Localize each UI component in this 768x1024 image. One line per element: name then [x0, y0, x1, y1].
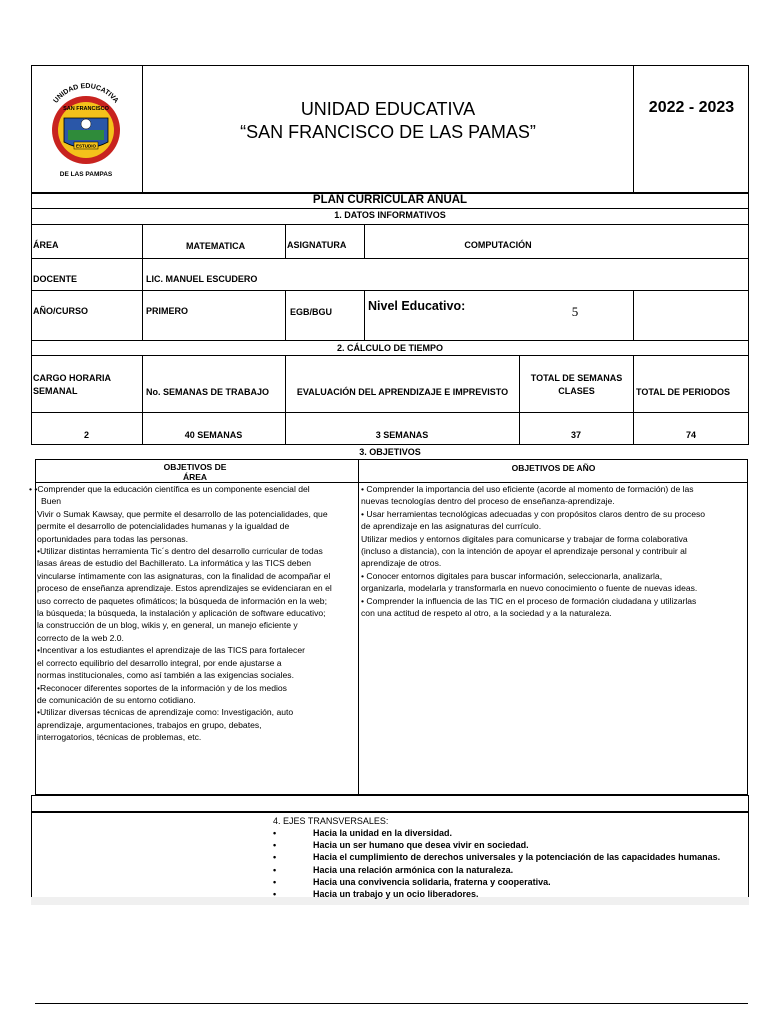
docente-value: LIC. MANUEL ESCUDERO: [146, 274, 258, 284]
eje-bullet: •: [273, 864, 277, 875]
datos-line-1: [31, 224, 749, 225]
area-line: de comunicación de su entorno cotidiano.: [37, 694, 196, 705]
anio-line: aprendizaje de otros.: [361, 558, 442, 569]
tiempo-line-2: [31, 412, 749, 413]
area-label: ÁREA: [33, 240, 59, 250]
header-evaluacion: EVALUACIÓN DEL APRENDIZAJE E IMPREVISTO: [296, 387, 509, 397]
asignatura-label: ASIGNATURA: [287, 240, 347, 250]
curso-label: AÑO/CURSO: [33, 306, 89, 316]
logo-sub-text: SAN FRANCISCO: [63, 106, 109, 112]
egb-label: EGB/BGU: [290, 307, 333, 317]
anio-line: • Comprender la importancia del uso eficiente (acorde al momento de formación) de las: [361, 484, 694, 494]
school-name: [143, 98, 633, 144]
area-line: •Utilizar diversas técnicas de aprendizaje como: Investigación, auto: [37, 707, 294, 718]
anio-line: • Conocer entornos digitales para buscar información, seleccionarla, analizarla,: [361, 570, 663, 581]
footer-rule: [35, 1003, 748, 1004]
area-line: el correcto equilibrio del desarrollo integral, por ende ajustarse a: [37, 657, 282, 668]
area-line: aprendizaje, argumentaciones, trabajos en grupo, debates,: [37, 719, 262, 730]
eje-text: Hacia un trabajo y un ocio liberadores.: [313, 888, 479, 899]
datos-vline-e: [364, 290, 365, 341]
value-total-periodos: 74: [685, 430, 696, 440]
eje-text: Hacia una relación armónica con la naturaleza.: [313, 864, 514, 875]
eje-text: Hacia la unidad en la diversidad.: [313, 828, 453, 838]
value-semanas-trabajo: 40 SEMANAS: [184, 430, 243, 440]
ejes-title: 4. EJES TRANSVERSALES:: [273, 816, 389, 826]
school-line-2: “SAN FRANCISCO DE LAS PAMAS”: [240, 122, 536, 142]
objetivos-area-header: OBJETIVOS DE ÁREA: [163, 462, 227, 482]
area-value: MATEMATICA: [186, 241, 246, 251]
area-line: oportunidades para todas las personas.: [37, 533, 188, 544]
eje-item: [273, 864, 743, 876]
eje-bullet: •: [273, 840, 277, 851]
anio-line: • Usar herramientas tecnológicas adecuadas y con propósitos claros dentro de su proceso: [361, 508, 706, 519]
header-cargo-horaria: CARGO HORARIA SEMANAL: [33, 373, 111, 396]
value-evaluacion: 3 SEMANAS: [375, 430, 429, 440]
header-semanas-trabajo: No. SEMANAS DE TRABAJO: [146, 387, 270, 397]
area-line: Buen: [41, 496, 62, 507]
area-line: •Reconocer diferentes soportes de la información y de los medios: [37, 682, 287, 693]
objetivos-area-text: [29, 483, 359, 744]
curso-value: PRIMERO: [146, 306, 189, 316]
area-line: proceso de enseñanza aprendizaje. Estos aprendizajes se evidenciaran en el: [37, 583, 332, 594]
logo-banner-text: ESTUDIO: [75, 143, 97, 149]
ejes-list: [273, 827, 743, 900]
tiempo-line-1: [31, 355, 749, 356]
school-years: 2022 - 2023: [648, 99, 735, 116]
area-line: •Incentivar a los estudiantes el aprendizaje de las TICS para fortalecer: [37, 645, 305, 656]
section1-title: 1. DATOS INFORMATIVOS: [334, 210, 446, 220]
eje-item: [273, 851, 743, 863]
nivel-label: Nivel Educativo:: [368, 299, 466, 313]
anio-line: organizarla, modelarla y transformarla en nuevo conocimiento o fuente de nuevas ideas.: [361, 583, 698, 594]
eje-text: Hacia un ser humano que desea vivir en sociedad.: [313, 840, 529, 851]
nivel-value: 5: [571, 304, 579, 319]
area-line: uso correcto de paquetes ofimáticos; la búsqueda de información en la web;: [37, 595, 327, 606]
objetivos-anio-text: [361, 483, 747, 619]
logo-bottom-text: DE LAS PAMPAS: [59, 171, 113, 178]
header-divider-right: [633, 65, 634, 193]
datos-vline-d: [285, 290, 286, 341]
datos-line-3: [31, 290, 749, 291]
anio-line: Utilizar medios y entornos digitales para comunicarse y trabajar de forma colaborativa: [361, 533, 688, 544]
section3-title: 3. OBJETIVOS: [359, 447, 421, 457]
area-line: • •Comprender que la educación científica es un componente esencial del: [29, 484, 310, 494]
area-line: la construcción de un blog, wikis y, en general, un manejo eficiente y: [37, 620, 298, 631]
datos-line-2: [31, 258, 749, 259]
eje-item: [273, 876, 743, 888]
area-line: correcto de la web 2.0.: [37, 632, 124, 643]
area-line: la búsqueda; la búsqueda, la instalación y aplicación de software educativo;: [37, 608, 326, 619]
area-line: permite el desarrollo de potencialidades humanas y la igualdad de: [37, 521, 290, 532]
eje-text: Hacia el cumplimiento de derechos universales y la potenciación de las capacidades humanas.: [313, 852, 721, 863]
section2-title: 2. CÁLCULO DE TIEMPO: [336, 343, 443, 353]
datos-box: [31, 208, 749, 341]
eje-bullet: •: [273, 888, 277, 899]
area-line: normas institucionales, como así también a las exigencias sociales.: [37, 670, 294, 681]
area-line: •Utilizar distintas herramienta Tic´s dentro del desarrollo curricular de todas: [37, 546, 323, 557]
value-total-semanas: 37: [570, 430, 581, 440]
objetivos-anio-header: OBJETIVOS DE AÑO: [511, 463, 596, 473]
blank-row: [31, 795, 749, 812]
plan-title: PLAN CURRICULAR ANUAL: [312, 194, 468, 206]
header-total-semanas: TOTAL DE SEMANAS CLASES: [530, 373, 623, 396]
area-line: vincularse íntimamente con las asignaturas, con la finalidad de acompañar el: [37, 570, 331, 581]
eje-bullet: •: [273, 828, 277, 838]
anio-line: (incluso a distancia), con la intención de apoyar el aprendizaje personal y contribuir al: [361, 546, 687, 557]
asignatura-value: COMPUTACIÓN: [464, 240, 532, 250]
school-line-1: UNIDAD EDUCATIVA: [300, 99, 476, 119]
eje-item: [273, 839, 743, 851]
logo-top-text: UNIDAD EDUCATIVA: [52, 82, 120, 105]
eje-item: [273, 888, 743, 900]
header-total-periodos: TOTAL DE PERIODOS: [636, 387, 731, 397]
eje-text: Hacia una convivencia solidaria, fraterna y cooperativa.: [313, 876, 551, 887]
anio-line: con una actitud de respeto al otro, a la sociedad y a la naturaleza.: [361, 608, 612, 619]
datos-vline-f: [633, 290, 634, 341]
datos-vline-a: [142, 224, 143, 341]
area-line: interrogatorios, técnicas de problemas, etc.: [37, 732, 202, 743]
area-line: Vivir o Sumak Kawsay, que permite el desarrollo de las potencialidades, que: [37, 508, 328, 519]
anio-line: • Comprender la influencia de las TIC en el proceso de formación ciudadana y utilizarlas: [361, 595, 697, 606]
eje-bullet: •: [273, 876, 277, 887]
datos-vline-b: [285, 224, 286, 258]
eje-bullet: •: [273, 852, 277, 863]
eje-item: [273, 827, 743, 839]
value-cargo-horaria: 2: [83, 430, 89, 440]
anio-line: nuevas tecnologías dentro del proceso de enseñanza-aprendizaje.: [361, 496, 615, 507]
anio-line: de aprendizaje en las asignaturas del currículo.: [361, 521, 542, 532]
docente-label: DOCENTE: [33, 274, 78, 284]
area-line: lasas áreas de estudio del Bachillerato. La informática y las TICS deben: [37, 558, 312, 569]
school-logo: [38, 72, 134, 182]
